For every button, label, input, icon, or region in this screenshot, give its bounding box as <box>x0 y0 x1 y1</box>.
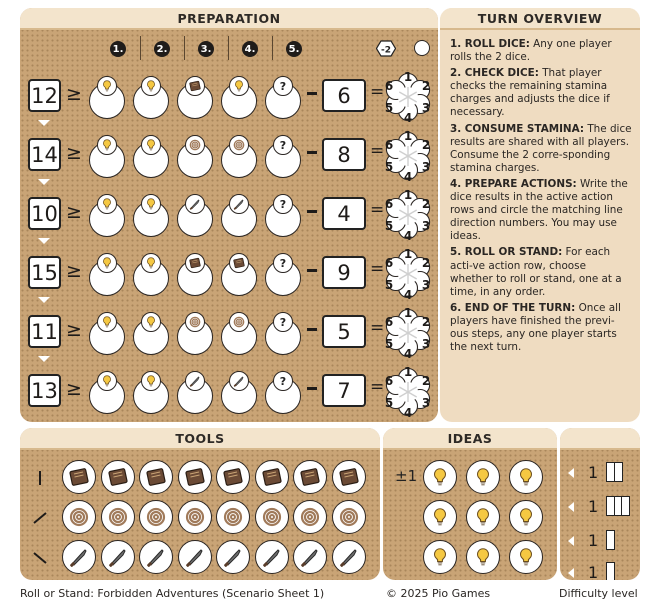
rope-icon[interactable] <box>101 500 135 534</box>
column-separator <box>228 36 229 60</box>
chevron-down-icon <box>38 238 50 244</box>
difficulty-panel <box>560 428 640 580</box>
target-number: 13 <box>28 374 61 407</box>
difficulty-bar <box>606 562 615 580</box>
minus-sign <box>307 269 317 272</box>
direction-flower-icon[interactable] <box>382 186 434 242</box>
difficulty-row[interactable] <box>566 528 636 554</box>
rope-icon[interactable] <box>255 500 289 534</box>
book-icon[interactable] <box>332 460 366 494</box>
direction-flower-icon[interactable] <box>382 245 434 301</box>
minus-sign <box>307 328 317 331</box>
tools-title: TOOLS <box>20 428 380 450</box>
geq-symbol: ≥ <box>66 378 82 400</box>
question-icon: ? <box>273 194 293 214</box>
bulb-icon <box>97 253 117 273</box>
svg-text:3: 3 <box>421 101 431 115</box>
tool-row-diagonal-down <box>20 538 380 578</box>
rope-icon[interactable] <box>332 500 366 534</box>
question-icon: ? <box>273 312 293 332</box>
knife-icon[interactable] <box>255 540 289 574</box>
svg-text:4: 4 <box>403 229 413 242</box>
book-icon[interactable] <box>62 460 96 494</box>
turn-step-4 <box>450 178 632 243</box>
action-slot[interactable] <box>176 137 214 175</box>
equals-sign: = <box>370 141 385 161</box>
turn-step-text: For each acti-ve action row, choose whether to roll or stand, one at a time, in any order. <box>450 246 622 298</box>
lightbulb-icon[interactable] <box>423 540 457 574</box>
chevron-down-icon <box>38 120 50 126</box>
preparation-title: PREPARATION <box>20 8 438 30</box>
rope-icon[interactable] <box>139 500 173 534</box>
difficulty-bar <box>614 462 623 482</box>
svg-text:1: 1 <box>403 129 413 143</box>
target-number: 15 <box>28 256 61 289</box>
svg-text:4: 4 <box>403 170 413 183</box>
difficulty-value: 1 <box>588 463 599 482</box>
rope-icon <box>185 312 205 332</box>
action-slot[interactable] <box>88 255 126 293</box>
turn-step-heading: 6. END OF THE TURN: <box>450 301 576 314</box>
difficulty-body <box>560 450 640 580</box>
svg-text:5: 5 <box>384 396 394 410</box>
question-icon: ? <box>273 76 293 96</box>
direction-flower-icon[interactable] <box>382 304 434 360</box>
rope-icon[interactable] <box>62 500 96 534</box>
dice-value-box: 8 <box>322 138 366 171</box>
book-icon[interactable] <box>139 460 173 494</box>
action-slot[interactable] <box>176 78 214 116</box>
action-slot[interactable] <box>220 314 258 352</box>
bulb-icon <box>97 135 117 155</box>
svg-text:2: 2 <box>421 374 431 388</box>
triangle-left-icon <box>568 468 574 478</box>
chevron-down-icon <box>38 179 50 185</box>
svg-text:3: 3 <box>421 219 431 233</box>
minus-sign <box>307 151 317 154</box>
difficulty-title <box>560 428 640 450</box>
question-icon: ? <box>273 253 293 273</box>
lightbulb-icon[interactable] <box>509 540 543 574</box>
ideas-title: IDEAS <box>383 428 557 450</box>
action-slot[interactable] <box>264 314 302 352</box>
target-number: 10 <box>28 197 61 230</box>
action-row <box>20 127 438 183</box>
knife-icon <box>229 194 249 214</box>
knife-icon[interactable] <box>178 540 212 574</box>
preparation-panel <box>20 8 438 422</box>
turn-step-text: Any one player rolls the 2 dice. <box>450 38 612 64</box>
bulb-icon <box>141 135 161 155</box>
knife-icon[interactable] <box>62 540 96 574</box>
svg-text:5: 5 <box>384 219 394 233</box>
book-icon[interactable] <box>216 460 250 494</box>
equals-sign: = <box>370 259 385 279</box>
action-slot[interactable] <box>176 373 214 411</box>
turn-step-2 <box>450 67 632 119</box>
action-slot[interactable] <box>264 373 302 411</box>
svg-text:5: 5 <box>384 337 394 351</box>
difficulty-bar <box>621 496 630 516</box>
svg-text:1: 1 <box>403 188 413 202</box>
turn-overview-panel <box>440 8 640 422</box>
knife-icon[interactable] <box>332 540 366 574</box>
column-separator <box>140 36 141 60</box>
tools-panel <box>20 428 380 580</box>
footer-title: Roll or Stand: Forbidden Adventures (Scenario Sheet 1) <box>20 587 325 600</box>
bulb-icon <box>141 194 161 214</box>
action-slot[interactable] <box>264 137 302 175</box>
knife-icon[interactable] <box>293 540 327 574</box>
lightbulb-icon[interactable] <box>466 540 500 574</box>
minus-sign <box>307 92 317 95</box>
difficulty-bar <box>606 530 615 550</box>
book-icon <box>229 253 249 273</box>
rope-icon <box>229 312 249 332</box>
chevron-down-icon <box>38 356 50 362</box>
direction-flower-icon[interactable] <box>382 127 434 183</box>
action-slot[interactable] <box>88 373 126 411</box>
svg-text:4: 4 <box>403 288 413 301</box>
tool-row-vertical <box>20 458 380 498</box>
book-icon[interactable] <box>255 460 289 494</box>
svg-text:3: 3 <box>421 160 431 174</box>
svg-text:2: 2 <box>421 138 431 152</box>
geq-symbol: ≥ <box>66 83 82 105</box>
line-direction-icon <box>32 510 48 526</box>
action-slot[interactable] <box>220 373 258 411</box>
preparation-body <box>20 30 438 422</box>
action-slot[interactable] <box>132 196 170 234</box>
book-icon[interactable] <box>293 460 327 494</box>
turn-step-text: Once all players have finished the previ-ous steps, any one player starts the next turn. <box>450 301 621 354</box>
action-slot[interactable] <box>132 137 170 175</box>
geq-symbol: ≥ <box>66 201 82 223</box>
svg-text:5: 5 <box>384 160 394 174</box>
lightbulb-icon[interactable] <box>466 500 500 534</box>
svg-text:6: 6 <box>384 138 394 152</box>
turn-overview-body <box>440 30 640 422</box>
column-number-3: 3. <box>198 41 214 57</box>
difficulty-value: 1 <box>588 563 599 580</box>
svg-text:-2: -2 <box>381 45 391 56</box>
svg-text:4: 4 <box>403 406 413 419</box>
turn-step-6 <box>450 302 632 354</box>
difficulty-value: 1 <box>588 531 599 550</box>
lightbulb-icon[interactable] <box>509 460 543 494</box>
column-number-1: 1. <box>110 41 126 57</box>
action-row <box>20 304 438 360</box>
book-icon <box>185 253 205 273</box>
rope-icon <box>229 135 249 155</box>
ideas-panel <box>383 428 557 580</box>
difficulty-value: 1 <box>588 497 599 516</box>
column-separator <box>272 36 273 60</box>
action-slot[interactable] <box>132 255 170 293</box>
svg-text:3: 3 <box>421 396 431 410</box>
knife-icon <box>185 371 205 391</box>
action-slot[interactable] <box>220 196 258 234</box>
svg-text:3: 3 <box>421 337 431 351</box>
geq-symbol: ≥ <box>66 142 82 164</box>
action-slot[interactable] <box>264 196 302 234</box>
action-slot[interactable] <box>220 255 258 293</box>
line-direction-icon <box>32 550 48 566</box>
target-number: 14 <box>28 138 61 171</box>
svg-text:4: 4 <box>403 111 413 124</box>
svg-text:2: 2 <box>421 315 431 329</box>
ideas-body <box>383 450 557 580</box>
target-number: 12 <box>28 79 61 112</box>
lightbulb-icon[interactable] <box>423 500 457 534</box>
knife-icon <box>229 371 249 391</box>
column-number-5: 5. <box>286 41 302 57</box>
difficulty-row[interactable] <box>566 560 636 580</box>
triangle-left-icon <box>568 502 574 512</box>
stamina-hex-icon <box>376 40 396 57</box>
stamina-circle[interactable] <box>414 40 430 56</box>
minus-sign <box>307 387 317 390</box>
bulb-icon <box>229 76 249 96</box>
turn-step-text: That player checks the remaining stamina charges and adjusts the dice if necessary. <box>450 67 610 119</box>
rope-icon[interactable] <box>178 500 212 534</box>
turn-step-1 <box>450 38 632 64</box>
action-row <box>20 245 438 301</box>
lightbulb-icon[interactable] <box>466 460 500 494</box>
svg-text:1: 1 <box>403 70 413 84</box>
action-slot[interactable] <box>176 255 214 293</box>
bulb-icon <box>97 194 117 214</box>
action-row <box>20 363 438 419</box>
bulb-icon <box>141 312 161 332</box>
action-slot[interactable] <box>88 196 126 234</box>
column-separator <box>184 36 185 60</box>
geq-symbol: ≥ <box>66 260 82 282</box>
difficulty-bars <box>606 530 614 550</box>
turn-step-text: The dice results are shared with all players. Consume the 2 corre-sponding stamina charges. <box>450 122 632 174</box>
triangle-left-icon <box>568 536 574 546</box>
book-icon[interactable] <box>178 460 212 494</box>
bulb-icon <box>141 253 161 273</box>
turn-step-heading: 1. ROLL DICE: <box>450 38 530 50</box>
action-row <box>20 186 438 242</box>
bulb-icon <box>141 76 161 96</box>
ideas-modifier: ±1 <box>395 467 418 485</box>
question-icon: ? <box>273 371 293 391</box>
dice-value-box: 4 <box>322 197 366 230</box>
turn-overview-title: TURN OVERVIEW <box>440 8 640 30</box>
svg-text:6: 6 <box>384 197 394 211</box>
knife-icon[interactable] <box>216 540 250 574</box>
footer-copyright: © 2025 Pio Games <box>386 587 491 600</box>
column-number-4: 4. <box>242 41 258 57</box>
turn-step-heading: 5. ROLL OR STAND: <box>450 246 563 259</box>
svg-text:1: 1 <box>403 247 413 261</box>
bulb-icon <box>97 312 117 332</box>
dice-value-box: 5 <box>322 315 366 348</box>
question-icon: ? <box>273 135 293 155</box>
turn-step-text: Write the dice results in the active action rows and circle the matching line direction numbers. You may use ideas. <box>450 177 628 243</box>
action-slot[interactable] <box>220 78 258 116</box>
knife-icon[interactable] <box>101 540 135 574</box>
bulb-icon <box>141 371 161 391</box>
svg-text:1: 1 <box>403 306 413 320</box>
svg-text:6: 6 <box>384 374 394 388</box>
rope-icon[interactable] <box>216 500 250 534</box>
turn-step-3 <box>450 123 632 175</box>
action-slot[interactable] <box>264 255 302 293</box>
action-slot[interactable] <box>88 314 126 352</box>
book-icon[interactable] <box>101 460 135 494</box>
difficulty-row[interactable] <box>566 460 636 486</box>
equals-sign: = <box>370 82 385 102</box>
turn-step-5 <box>450 246 632 298</box>
rope-icon <box>185 135 205 155</box>
action-slot[interactable] <box>176 314 214 352</box>
svg-text:1: 1 <box>403 365 413 379</box>
minus-sign <box>307 210 317 213</box>
svg-text:2: 2 <box>421 79 431 93</box>
difficulty-bars <box>606 562 614 580</box>
action-slot[interactable] <box>132 373 170 411</box>
turn-step-heading: 3. CONSUME STAMINA: <box>450 122 585 135</box>
svg-text:5: 5 <box>384 101 394 115</box>
difficulty-bars <box>606 462 621 482</box>
svg-text:2: 2 <box>421 197 431 211</box>
lightbulb-icon[interactable] <box>509 500 543 534</box>
lightbulb-icon[interactable] <box>423 460 457 494</box>
direction-flower-icon[interactable] <box>382 363 434 419</box>
action-slot[interactable] <box>88 78 126 116</box>
dice-value-box: 9 <box>322 256 366 289</box>
action-slot[interactable] <box>220 137 258 175</box>
difficulty-row[interactable] <box>566 494 636 520</box>
equals-sign: = <box>370 377 385 397</box>
svg-text:6: 6 <box>384 315 394 329</box>
turn-step-heading: 2. CHECK DICE: <box>450 67 539 80</box>
knife-icon <box>185 194 205 214</box>
action-slot[interactable] <box>88 137 126 175</box>
tool-row-diagonal-up <box>20 498 380 538</box>
book-icon <box>185 76 205 96</box>
dice-value-box: 7 <box>322 374 366 407</box>
svg-text:3: 3 <box>421 278 431 292</box>
difficulty-bars <box>606 496 629 516</box>
equals-sign: = <box>370 200 385 220</box>
action-slot[interactable] <box>132 78 170 116</box>
action-slot[interactable] <box>264 78 302 116</box>
svg-text:6: 6 <box>384 79 394 93</box>
triangle-left-icon <box>568 568 574 578</box>
line-direction-icon <box>32 470 48 486</box>
bulb-icon <box>97 371 117 391</box>
column-number-2: 2. <box>154 41 170 57</box>
svg-text:5: 5 <box>384 278 394 292</box>
action-slot[interactable] <box>176 196 214 234</box>
turn-step-heading: 4. PREPARE ACTIONS: <box>450 177 577 190</box>
rope-icon[interactable] <box>293 500 327 534</box>
equals-sign: = <box>370 318 385 338</box>
target-number: 11 <box>28 315 61 348</box>
chevron-down-icon <box>38 297 50 303</box>
direction-flower-icon[interactable] <box>382 68 434 124</box>
action-slot[interactable] <box>132 314 170 352</box>
tools-body <box>20 450 380 580</box>
geq-symbol: ≥ <box>66 319 82 341</box>
bulb-icon <box>97 76 117 96</box>
svg-text:4: 4 <box>403 347 413 360</box>
dice-value-box: 6 <box>322 79 366 112</box>
action-row <box>20 68 438 124</box>
svg-text:6: 6 <box>384 256 394 270</box>
knife-icon[interactable] <box>139 540 173 574</box>
footer-difficulty-label: Difficulty level <box>559 587 638 600</box>
svg-text:2: 2 <box>421 256 431 270</box>
